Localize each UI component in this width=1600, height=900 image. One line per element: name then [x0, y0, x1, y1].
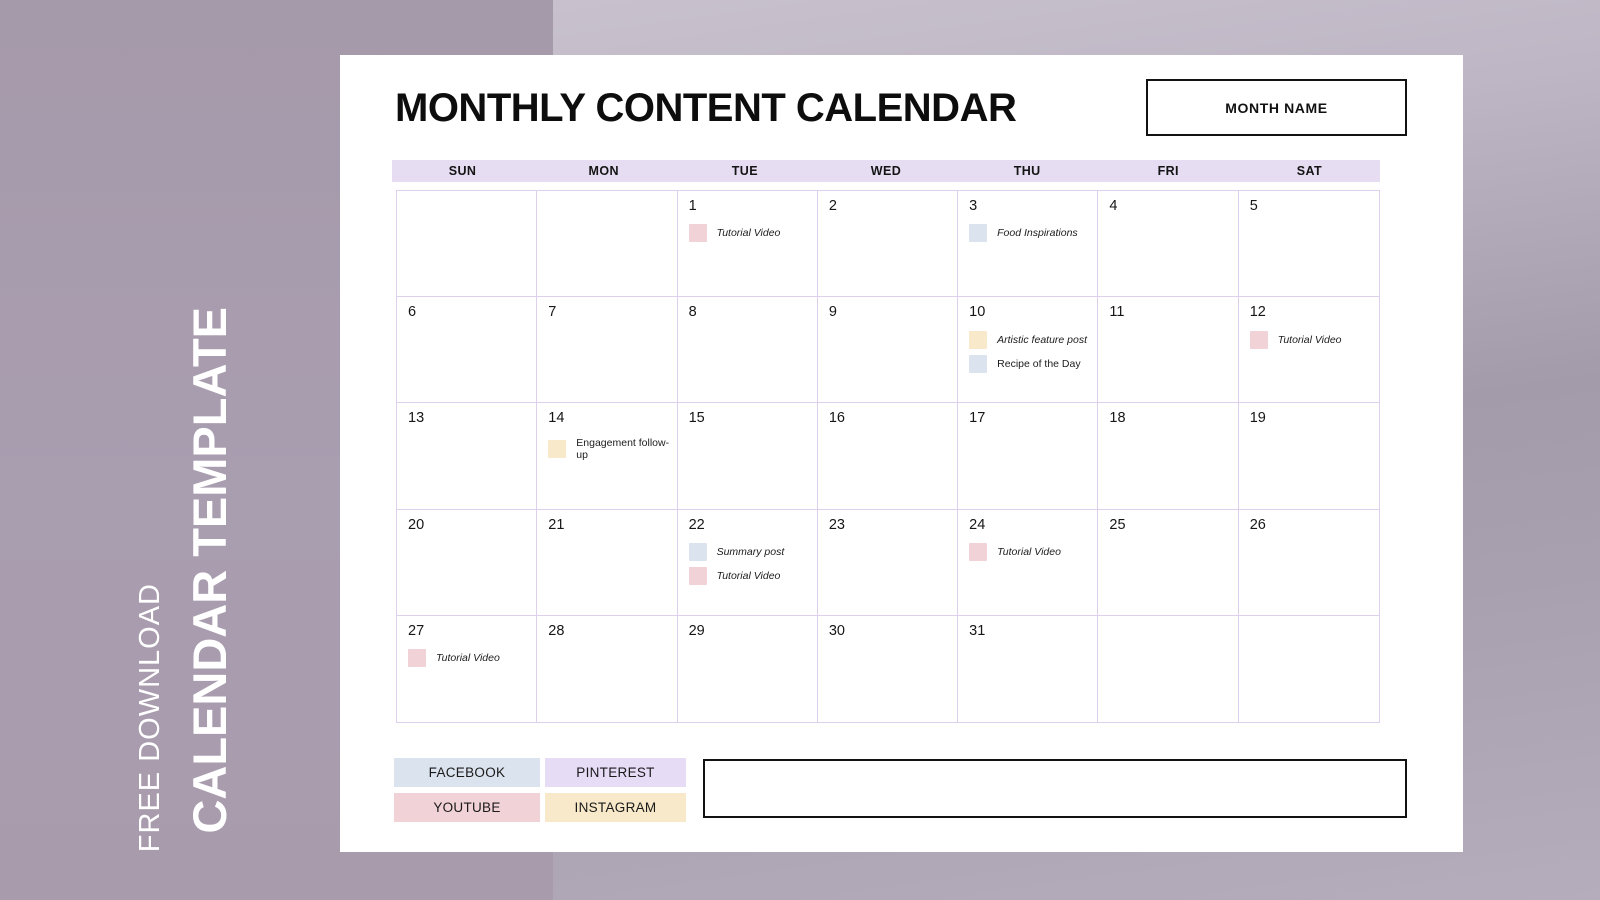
event-instagram [969, 331, 1093, 349]
calendar-cell-day-16[interactable] [818, 403, 958, 509]
legend-youtube-button[interactable]: YOUTUBE [394, 793, 540, 822]
event-list [408, 649, 532, 667]
free-download-label: FREE DOWNLOAD [134, 582, 166, 852]
calendar-cell-day-31[interactable] [958, 616, 1098, 722]
calendar-cell-day-18[interactable] [1098, 403, 1238, 509]
day-number: 22 [688, 516, 705, 533]
calendar-cell-empty[interactable] [1098, 616, 1238, 722]
platform-legend [394, 758, 686, 822]
calendar-card [340, 55, 1463, 852]
calendar-grid [396, 190, 1380, 723]
event-label: Tutorial Video [716, 569, 781, 582]
event-list [969, 543, 1093, 561]
calendar-cell-day-1[interactable] [678, 191, 818, 297]
calendar-cell-day-23[interactable] [818, 510, 958, 616]
calendar-cell-empty[interactable] [1239, 616, 1379, 722]
calendar-cell-day-17[interactable] [958, 403, 1098, 509]
event-label: Food Inspirations [997, 227, 1078, 240]
weekday-sun: SUN [448, 164, 477, 178]
calendar-cell-day-25[interactable] [1098, 510, 1238, 616]
event-youtube [689, 567, 813, 585]
day-number: 20 [408, 516, 425, 533]
event-facebook [969, 355, 1093, 373]
event-youtube [408, 649, 532, 667]
day-number: 21 [548, 516, 565, 533]
facebook-color-square [969, 224, 987, 242]
day-number: 23 [828, 516, 845, 533]
day-number: 25 [1109, 516, 1126, 533]
calendar-cell-day-21[interactable] [537, 510, 677, 616]
calendar-cell-day-27[interactable] [397, 616, 537, 722]
day-number: 30 [828, 622, 845, 639]
day-number: 11 [1109, 304, 1125, 321]
event-list [689, 224, 813, 242]
legend-instagram-button[interactable]: INSTAGRAM [545, 793, 686, 822]
day-number: 29 [688, 622, 705, 639]
day-number: 27 [408, 622, 425, 639]
youtube-color-square [1250, 331, 1268, 349]
event-label: Artistic feature post [997, 333, 1088, 346]
weekday-header [392, 160, 1380, 182]
event-label: Recipe of the Day [997, 357, 1081, 370]
event-list [548, 437, 672, 461]
event-list [1250, 331, 1375, 349]
instagram-color-square [969, 331, 987, 349]
youtube-color-square [969, 543, 987, 561]
youtube-color-square [689, 567, 707, 585]
day-number: 1 [688, 198, 697, 214]
calendar-cell-day-19[interactable] [1239, 403, 1379, 509]
calendar-cell-day-11[interactable] [1098, 297, 1238, 403]
day-number: 4 [1109, 198, 1118, 214]
instagram-color-square [548, 440, 566, 458]
calendar-cell-day-2[interactable] [818, 191, 958, 297]
day-number: 6 [408, 304, 417, 321]
day-number: 16 [828, 410, 845, 427]
calendar-cell-day-4[interactable] [1098, 191, 1238, 297]
month-name-label: MONTH NAME [1225, 99, 1328, 116]
calendar-cell-day-20[interactable] [397, 510, 537, 616]
day-number: 13 [408, 410, 425, 427]
calendar-cell-day-28[interactable] [537, 616, 677, 722]
calendar-cell-day-29[interactable] [678, 616, 818, 722]
day-number: 9 [828, 304, 837, 321]
day-number: 26 [1249, 516, 1266, 533]
month-name-box[interactable] [1146, 79, 1407, 136]
legend-pinterest-button[interactable]: PINTEREST [545, 758, 686, 787]
event-youtube [969, 543, 1093, 561]
calendar-cell-day-6[interactable] [397, 297, 537, 403]
event-list [969, 224, 1093, 242]
weekday-mon: MON [588, 164, 619, 178]
calendar-cell-empty[interactable] [397, 191, 537, 297]
weekday-sat: SAT [1296, 164, 1323, 178]
youtube-color-square [689, 224, 707, 242]
calendar-cell-day-30[interactable] [818, 616, 958, 722]
day-number: 19 [1249, 410, 1266, 427]
day-number: 3 [969, 198, 978, 214]
day-number: 24 [969, 516, 986, 533]
calendar-cell-day-13[interactable] [397, 403, 537, 509]
day-number: 28 [548, 622, 565, 639]
weekday-tue: TUE [731, 164, 758, 178]
event-instagram [548, 437, 672, 461]
event-label: Tutorial Video [716, 227, 781, 240]
weekday-wed: WED [870, 164, 902, 178]
youtube-color-square [408, 649, 426, 667]
calendar-cell-day-26[interactable] [1239, 510, 1379, 616]
calendar-cell-day-24[interactable] [958, 510, 1098, 616]
event-label: Tutorial Video [1277, 333, 1342, 346]
day-number: 31 [969, 622, 986, 639]
day-number: 15 [688, 410, 705, 427]
event-youtube [689, 224, 813, 242]
event-label: Tutorial Video [997, 545, 1061, 558]
facebook-color-square [689, 543, 707, 561]
day-number: 12 [1249, 304, 1266, 321]
calendar-cell-day-10[interactable] [958, 297, 1098, 403]
calendar-cell-day-8[interactable] [678, 297, 818, 403]
event-label: Summary post [716, 545, 785, 558]
event-label: Engagement follow-up [576, 436, 670, 461]
event-facebook [689, 543, 813, 561]
calendar-cell-day-5[interactable] [1239, 191, 1379, 297]
day-number: 17 [969, 410, 986, 427]
page-title: MONTHLY CONTENT CALENDAR [395, 86, 1017, 130]
calendar-cell-empty[interactable] [537, 191, 677, 297]
day-number: 7 [548, 304, 557, 321]
calendar-cell-day-14[interactable] [537, 403, 677, 509]
event-facebook [969, 224, 1093, 242]
event-youtube [1250, 331, 1375, 349]
notes-box[interactable] [703, 759, 1407, 818]
legend-facebook-button[interactable]: FACEBOOK [394, 758, 540, 787]
calendar-cell-day-7[interactable] [537, 297, 677, 403]
calendar-template-label: CALENDAR TEMPLATE [183, 307, 236, 834]
event-list [969, 331, 1093, 373]
calendar-cell-day-3[interactable] [958, 191, 1098, 297]
calendar-cell-day-9[interactable] [818, 297, 958, 403]
weekday-fri: FRI [1157, 164, 1179, 178]
day-number: 14 [548, 410, 565, 427]
day-number: 18 [1109, 410, 1126, 427]
day-number: 8 [688, 304, 697, 321]
calendar-cell-day-22[interactable] [678, 510, 818, 616]
day-number: 10 [969, 304, 986, 321]
event-label: Tutorial Video [436, 652, 500, 665]
day-number: 5 [1249, 198, 1258, 214]
weekday-thu: THU [1013, 164, 1041, 178]
calendar-cell-day-12[interactable] [1239, 297, 1379, 403]
event-list [689, 543, 813, 585]
calendar-cell-day-15[interactable] [678, 403, 818, 509]
day-number: 2 [828, 198, 837, 214]
facebook-color-square [969, 355, 987, 373]
